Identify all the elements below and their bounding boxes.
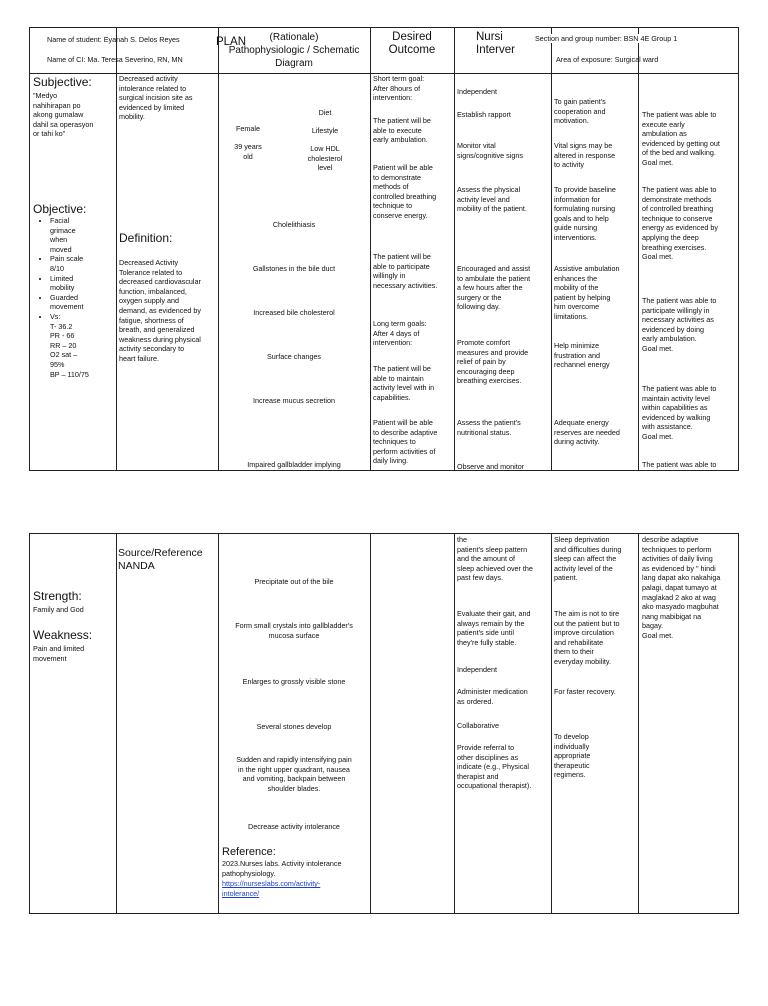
weakness-label: Weakness: xyxy=(33,628,93,642)
intervention-item: Encouraged and assist to ambulate the patient a few hours after the surgery or the following day. xyxy=(457,264,531,312)
evaluation-item: The patient was able to execute early ambulation as evidenced by getting out of the bed and walking. Goal met. xyxy=(642,110,720,167)
care-plan-table-page1 xyxy=(29,27,739,471)
objective-label: Objective: xyxy=(33,202,87,216)
patho-diet: Diet xyxy=(318,108,332,117)
intervention-item: the patient's sleep pattern and the amount of sleep achieved over the past few days. xyxy=(457,535,533,583)
objective-item: • Guarded movement xyxy=(50,293,118,312)
subjective-text: "Medyo nahihirapan po akong gumalaw dahil sa operasyon or tahi ko" xyxy=(33,91,94,139)
intervention-independent: Independent xyxy=(457,87,497,96)
ci-name: Name of CI: Ma. Teresa Severino, RN, MN xyxy=(47,55,183,64)
long-term-goal: Long term goals: After 4 days of intervention: xyxy=(373,319,427,348)
objective-item: • Facial grimace when moved xyxy=(50,216,118,254)
rationale-item: Vital signs may be altered in response to activity xyxy=(554,141,616,170)
strength-label: Strength: xyxy=(33,589,82,603)
intervention-item: Monitor vital signs/cognitive signs xyxy=(457,141,523,160)
rationale-item: To develop individually appropriate therapeutic regimens. xyxy=(554,732,591,780)
patho-step: Increase mucus secretion xyxy=(253,396,335,405)
reference-link[interactable]: https://nurseslabs.com/activity- intolerance/ xyxy=(222,879,321,898)
rationale-item: Adequate energy reserves are needed during activity. xyxy=(554,418,620,447)
objective-list xyxy=(36,216,118,379)
objective-item: • Pain scale 8/10 xyxy=(50,254,118,273)
evaluation-item: The patient was able to participate willingly in necessary activities as evidenced by doing early ambulation. Goal met. xyxy=(642,296,717,353)
rationale-item: Assistive ambulation enhances the mobility of the patient by helping him overcome limitations. xyxy=(554,264,620,321)
patho-cholesterol: Low HDL cholesterol level xyxy=(307,144,343,173)
definition-label: Definition: xyxy=(119,231,173,245)
definition-text: Decreased Activity Tolerance related to decreased cardiovascular function, imbalanced, oxygen supply and demand, as evidenced by fatigue, shortness of breath, and generalized weakness during physical activity secondary to heart failure. xyxy=(119,258,201,363)
patho-step: Impaired gallbladder implying xyxy=(247,460,341,469)
intervention-item: Provide referral to other disciplines as indicate (e.g., Physical therapist and occupational therapist). xyxy=(457,743,532,791)
rationale-item: The aim is not to tire out the patient but to improve circulation and rehabilitate them to their everyday mobility. xyxy=(554,609,620,666)
evaluation-item: The patient was able to demonstrate methods of controlled breathing technique to conserve energy as evidenced by applying the deep breathing exercises. Goal met. xyxy=(642,185,718,262)
patho-step: Precipitate out of the bile xyxy=(254,577,334,586)
reference-label: Reference: xyxy=(222,846,276,858)
patho-step: Increased bile cholesterol xyxy=(253,308,335,317)
patho-step: Enlarges to grossly visible stone xyxy=(242,677,346,686)
area-of-exposure: Area of exposure: Surgical ward xyxy=(556,55,659,64)
intervention-item: Administer medication as ordered. xyxy=(457,687,528,706)
reference-text: 2023.Nurses labs. Activity intolerance pathophysiology. xyxy=(222,859,342,878)
outcome-item: Patient will be able to demonstrate methods of controlled breathing technique to conserve energy. xyxy=(373,163,437,220)
patho-step: Gallstones in the bile duct xyxy=(252,264,336,273)
plan-heading: PLAN xyxy=(215,36,247,48)
strength-text: Family and God xyxy=(33,605,84,614)
section-group: Section and group number: BSN 4E Group 1 xyxy=(535,34,678,43)
intervention-independent: Independent xyxy=(457,665,497,674)
intervention-collaborative: Collaborative xyxy=(457,721,499,730)
intervention-item: Evaluate their gait, and always remain by the patient's side until they're fully stable. xyxy=(457,609,531,647)
outcome-item: The patient will be able to execute early ambulation. xyxy=(373,116,431,145)
short-term-goal: Short term goal: After 8hours of intervention: xyxy=(373,74,425,103)
patho-lifestyle: Lifestyle xyxy=(311,126,339,135)
rationale-heading: (Rationale) Pathophysiologic / Schematic Diagram xyxy=(228,32,360,69)
nursing-diagnosis: Decreased activity intolerance related to surgical incision site as evidenced by limited mobility. xyxy=(119,74,193,122)
subjective-label: Subjective: xyxy=(33,75,92,89)
objective-item: • Limited mobility xyxy=(50,274,118,293)
intervention-item: Promote comfort measures and provide relief of pain by encouraging deep breathing exercises. xyxy=(457,338,529,386)
patho-step: Several stones develop xyxy=(256,722,332,731)
rationale-item: To gain patient's cooperation and motivation. xyxy=(554,97,606,126)
outcome-item: The patient will be able to maintain activity level with in capabilities. xyxy=(373,364,435,402)
nursing-intervention-heading: Nursi Interver xyxy=(476,31,515,56)
rationale-item: For faster recovery. xyxy=(554,687,616,696)
patho-step: Sudden and rapidly intensifying pain in the right upper quadrant, nausea and vomiting, backpain between shoulder blades. xyxy=(236,755,352,793)
outcome-item: The patient will be able to participate willingly in necessary activities. xyxy=(373,252,438,290)
rationale-item: Help minimize frustration and rechannel energy xyxy=(554,341,610,370)
objective-item: • Vs: T- 36.2 PR - 66 RR – 20 O2 sat – 95% BP – 110/75 xyxy=(50,312,118,379)
patho-step: Surface changes xyxy=(267,352,321,361)
patho-step: Decrease activity intolerance xyxy=(248,822,340,831)
intervention-item: Observe and monitor xyxy=(457,462,525,471)
patho-age: 39 years old xyxy=(234,142,262,161)
student-name: Name of student: Eyanah S. Delos Reyes xyxy=(47,35,180,44)
desired-outcome-heading: Desired Outcome xyxy=(388,31,436,56)
patho-step: Cholelithiasis xyxy=(272,220,316,229)
patho-female: Female xyxy=(236,124,260,133)
intervention-item: Establish rapport xyxy=(457,110,511,119)
patho-step: Form small crystals into gallbladder's mucosa surface xyxy=(235,621,353,640)
source-reference: Source/Reference NANDA xyxy=(118,547,203,572)
weakness-text: Pain and limited movement xyxy=(33,644,85,663)
rationale-item: To provide baseline information for formulating nursing goals and to help guide nursing interventions. xyxy=(554,185,616,242)
evaluation-item: The patient was able to maintain activity level within capabilities as evidenced by walking with assistance. Goal met. xyxy=(642,384,717,441)
intervention-item: Assess the physical activity level and mobility of the patient. xyxy=(457,185,527,214)
evaluation-item: The patient was able to xyxy=(642,460,717,469)
care-plan-table-page2 xyxy=(29,533,739,914)
intervention-item: Assess the patient's nutritional status. xyxy=(457,418,521,437)
rationale-item: Sleep deprivation and difficulties during sleep can affect the activity level of the patient. xyxy=(554,535,622,583)
evaluation-item: describe adaptive techniques to perform activities of daily living as evidenced by " hindi lang dapat ako nakahiga palagi, dapat tumayo at maglakad 2 ako at wag ako masyado magbuhat nang mabibigat na bagay. Goal met. xyxy=(642,535,721,640)
outcome-item: Patient will be able to describe adaptive techniques to perform activities of daily living. xyxy=(373,418,438,466)
